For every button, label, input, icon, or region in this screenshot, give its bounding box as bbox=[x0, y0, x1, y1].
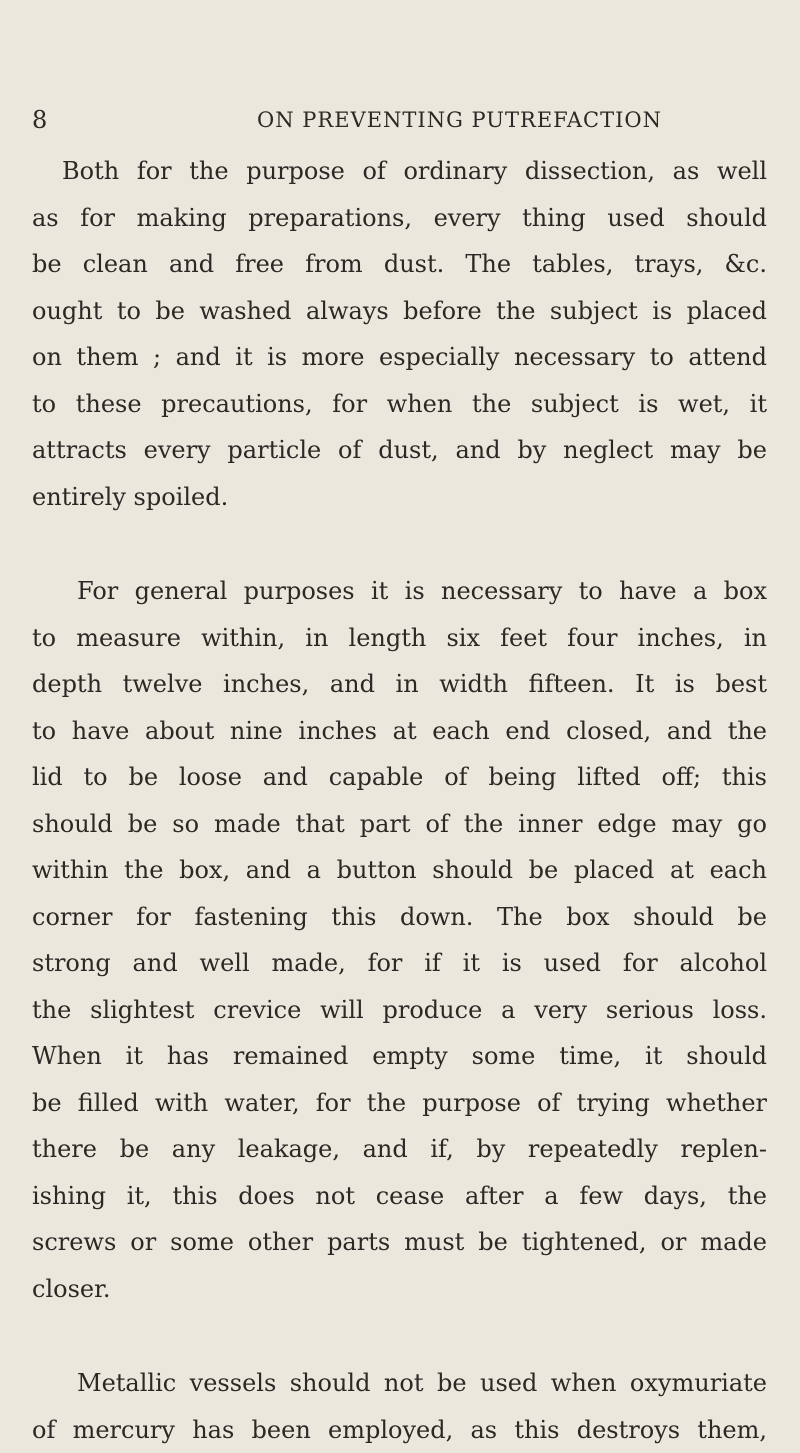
text-line: the slightest crevice will produce a very serious loss. bbox=[32, 987, 767, 1034]
text-line: to measure within, in length six feet four inches, in bbox=[32, 615, 767, 662]
text-line: be filled with water, for the purpose of trying whether bbox=[32, 1080, 767, 1127]
text-line: on them ; and it is more especially necessary to attend bbox=[32, 334, 767, 381]
text-line: screws or some other parts must be tightened, or made bbox=[32, 1219, 767, 1266]
body-text bbox=[32, 148, 767, 1453]
text-line: to have about nine inches at each end closed, and the bbox=[32, 708, 767, 755]
text-line: strong and well made, for if it is used for alcohol bbox=[32, 940, 767, 987]
page-number: 8 bbox=[32, 100, 47, 140]
text-line: to these precautions, for when the subject is wet, it bbox=[32, 381, 767, 428]
text-line: ishing it, this does not cease after a few days, the bbox=[32, 1173, 767, 1220]
paragraph-1 bbox=[32, 148, 767, 520]
text-line: depth twelve inches, and in width fifteen. It is best bbox=[32, 661, 767, 708]
paragraph-gap bbox=[32, 520, 767, 568]
paragraph-3 bbox=[32, 1360, 767, 1453]
text-line: within the box, and a button should be placed at each bbox=[32, 847, 767, 894]
text-line: corner for fastening this down. The box should be bbox=[32, 894, 767, 941]
text-line: as for making preparations, every thing used should bbox=[32, 195, 767, 242]
paragraph-gap bbox=[32, 1312, 767, 1360]
text-line: When it has remained empty some time, it should bbox=[32, 1033, 767, 1080]
text-line: be clean and free from dust. The tables, trays, &c. bbox=[32, 241, 767, 288]
paragraph-2 bbox=[32, 568, 767, 1312]
running-head bbox=[32, 100, 732, 140]
text-line: For general purposes it is necessary to have a box bbox=[32, 568, 767, 615]
text-line: should be so made that part of the inner edge may go bbox=[32, 801, 767, 848]
text-line: there be any leakage, and if, by repeatedly replen- bbox=[32, 1126, 767, 1173]
text-line: attracts every particle of dust, and by neglect may be bbox=[32, 427, 767, 474]
text-line: Both for the purpose of ordinary dissection, as well bbox=[32, 148, 767, 195]
running-title: ON PREVENTING PUTREFACTION bbox=[257, 100, 662, 140]
text-line: Metallic vessels should not be used when oxymuriate bbox=[32, 1360, 767, 1407]
text-line: entirely spoiled. bbox=[32, 474, 767, 521]
text-line: of mercury has been employed, as this destroys them, bbox=[32, 1407, 767, 1453]
text-line: ought to be washed always before the subject is placed bbox=[32, 288, 767, 335]
text-line: closer. bbox=[32, 1266, 767, 1313]
text-line: lid to be loose and capable of being lifted off; this bbox=[32, 754, 767, 801]
